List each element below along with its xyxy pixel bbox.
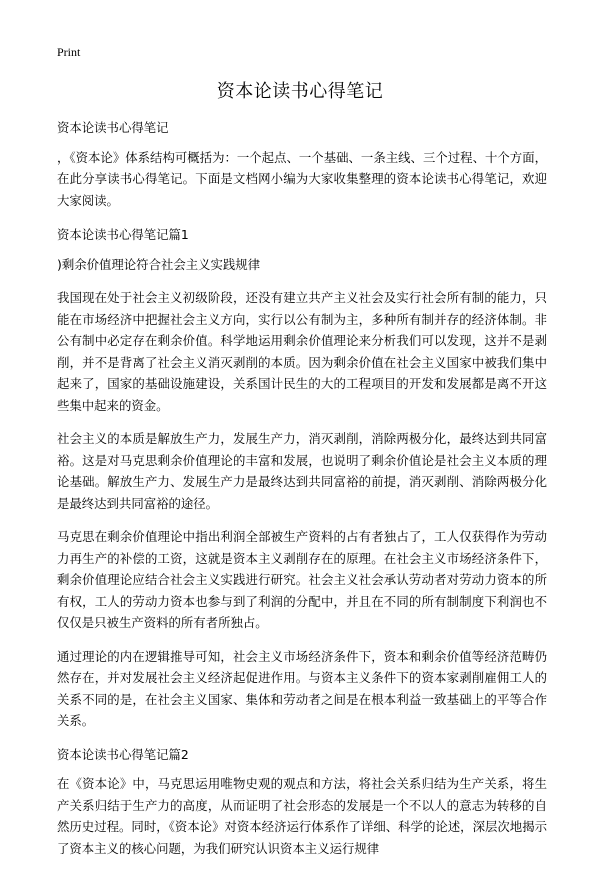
section-1-paragraph: 马克思在剩余价值理论中指出利润全部被生产资料的占有者独占了，工人仅获得作为劳动力再生产的补偿的工资，这就是资本主义剥削存在的原理。在社会主义市场经济条件下，剩余价值理论应结合社会主义实践进行研究。社会主义社会承认劳动者对劳动力资本的所有权，工人的劳动力资本也参与到了利润的分配中，并且在不同的所有制制度下利润也不仅仅是只被生产资料的所有者所独占。	[57, 529, 547, 630]
section-1-heading: 资本论读书心得笔记篇1	[57, 227, 189, 242]
section-1-paragraph: 社会主义的本质是解放生产力，发展生产力，消灭剥削，消除两极分化，最终达到共同富裕。这是对马克思剩余价值理论的丰富和发展，也说明了剩余价值论是社会主义本质的理论基础。解放生产力、发展生产力是最终达到共同富裕的前提，消灭剥削、消除两极分化是最终达到共同富裕的途径。	[57, 431, 547, 511]
section-1-paragraph: 我国现在处于社会主义初级阶段，还没有建立共产主义社会及实行社会所有制的能力，只能在市场经济中把握社会主义方向，实行以公有制为主，多种所有制并存的经济体制。非公有制中必定存在剩余价值。科学地运用剩余价值理论来分析我们可以发现，这并不是剥削，并不是背离了社会主义消灭剥削的本质。因为剩余价值在社会主义国家中被我们集中起来了，国家的基础设施建设，关系国计民生的大的工程项目的开发和发展都是离不开这些集中起来的资金。	[57, 290, 547, 413]
section-2-heading: 资本论读书心得笔记篇2	[57, 746, 189, 762]
page-title: 资本论读书心得笔记	[216, 81, 384, 102]
intro-paragraph: ，《资本论》体系结构可概括为：一个起点、一个基础、一条主线、三个过程、十个方面，在此分享读书心得笔记。下面是文档网小编为大家收集整理的资本论读书心得笔记，欢迎大家阅读。	[57, 149, 547, 208]
section-1-subheading: )剩余价值理论符合社会主义实践规律	[57, 256, 261, 272]
section-1-paragraph: 通过理论的内在逻辑推导可知，社会主义市场经济条件下，资本和剩余价值等经济范畴仍然存在，并对发展社会主义经济起促进作用。与资本主义条件下的资本家剥削雇佣工人的关系不同的是，在社会主义国家、集体和劳动者之间是在根本利益一致基础上的平等合作关系。	[57, 648, 547, 728]
print-link[interactable]: Print	[57, 45, 81, 59]
document-subtitle: 资本论读书心得笔记	[57, 120, 169, 135]
document-body	[57, 117, 547, 871]
section-2-paragraph: 在《资本论》中，马克思运用唯物史观的观点和方法，将社会关系归结为生产关系，将生产关系归结于生产力的高度，从而证明了社会形态的发展是一个不以人的意志为转移的自然历史过程。同时，《资本论》对资本经济运行体系作了详细、科学的论述，深层次地揭示了资本主义的核心问题，为我们研究认识资本主义运行规律	[57, 776, 547, 856]
